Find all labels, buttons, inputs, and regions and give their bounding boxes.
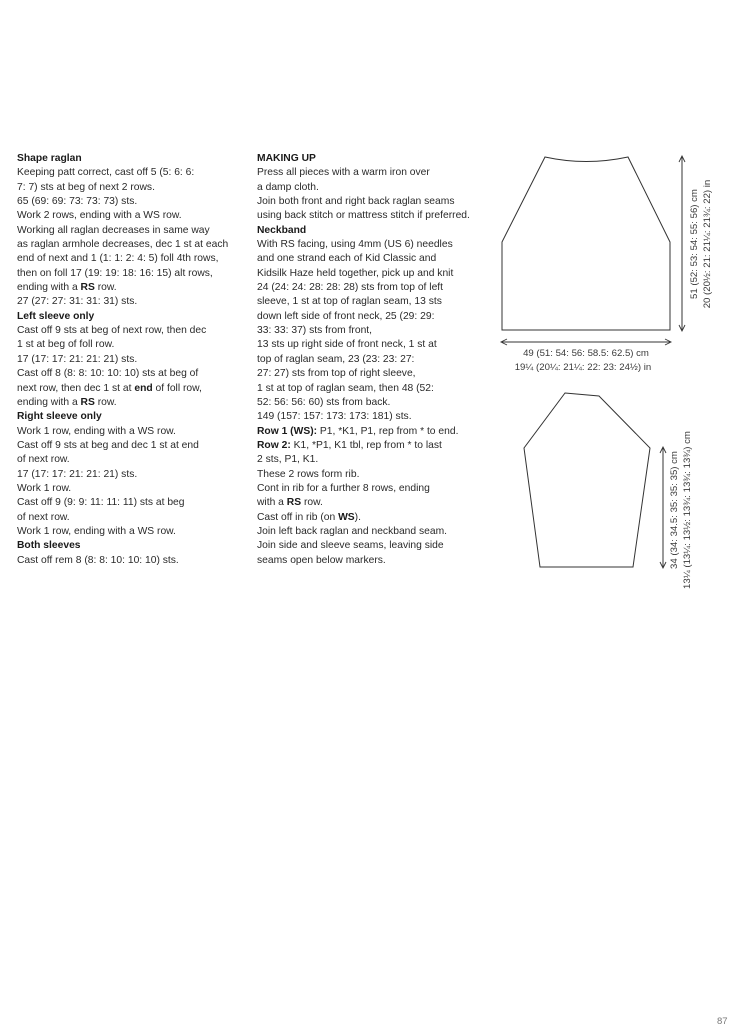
instruction-line: end of next and 1 (1: 1: 2: 4: 5) foll 4th rows, — [17, 253, 219, 265]
instruction-line: Join left back raglan and neckband seam. — [257, 525, 448, 537]
sleeve-outline — [524, 393, 650, 567]
instruction-line: with a RS row. — [257, 497, 323, 509]
section-heading: Shape raglan — [17, 153, 82, 164]
instruction-line: a damp cloth. — [257, 181, 319, 193]
instruction-line: Work 1 row. — [17, 482, 72, 494]
instruction-line: Work 1 row, ending with a WS row. — [17, 425, 176, 437]
instruction-line: Work 1 row, ending with a WS row. — [17, 525, 176, 537]
instruction-line: ending with a RS row. — [17, 282, 117, 294]
sleeve-schematic — [524, 393, 666, 568]
instruction-line: as raglan armhole decreases, dec 1 st at each — [17, 239, 229, 251]
instruction-line: 24 (24: 24: 28: 28: 28) sts from top of left — [257, 282, 444, 294]
instruction-line: 13 sts up right side of front neck, 1 st at — [257, 339, 437, 351]
instruction-line: 7: 7) sts at beg of next 2 rows. — [17, 181, 155, 193]
instruction-line: Press all pieces with a warm iron over — [257, 167, 430, 179]
instruction-line: 65 (69: 69: 73: 73: 73) sts. — [17, 196, 138, 208]
body-length-in-label: 20 (20½: 21: 21¼: 21¾: 22) in — [702, 179, 713, 309]
instruction-line: 52: 56: 56: 60) sts from back. — [257, 396, 391, 408]
instruction-line: 27: 27) sts from top of right sleeve, — [257, 368, 416, 380]
sleeve-length-in-label: 13¼ (13¼: 13½: 13¾: 13¾: 13¾) cm — [682, 431, 693, 589]
instruction-line: top of raglan seam, 23 (23: 23: 27: — [257, 353, 415, 365]
instruction-line: Cast off 9 (9: 9: 11: 11: 11) sts at beg — [17, 497, 185, 509]
instruction-line: Cast off in rib (on WS). — [257, 511, 361, 523]
instruction-line: 1 st at beg of foll row. — [17, 339, 115, 351]
instruction-line: Cont in rib for a further 8 rows, ending — [257, 482, 430, 494]
instruction-line: Working all raglan decreases in same way — [17, 224, 210, 236]
instruction-line: down left side of front neck, 25 (29: 29: — [257, 310, 435, 322]
instruction-line: seams open below markers. — [257, 554, 386, 566]
instruction-line: Cast off 9 sts at beg and dec 1 st at end — [17, 439, 199, 451]
sleeve-length-cm-label: 34 (34: 34.5: 35: 35: 35) cm — [669, 451, 680, 569]
page-number: 87 — [717, 1016, 728, 1027]
instruction-line: of next row. — [17, 511, 70, 523]
instruction-line: next row, then dec 1 st at end of foll row, — [17, 382, 202, 394]
instruction-line: sleeve, 1 st at top of raglan seam, 13 sts — [257, 296, 442, 308]
instruction-line: These 2 rows form rib. — [257, 468, 360, 480]
instruction-line: Cast off 9 sts at beg of next row, then dec — [17, 325, 207, 337]
instruction-line: 17 (17: 17: 21: 21: 21) sts. — [17, 468, 138, 480]
instruction-line: Kidsilk Haze held together, pick up and knit — [257, 267, 454, 279]
instruction-line: 1 st at top of raglan seam, then 48 (52: — [257, 382, 434, 394]
section-heading: Neckband — [257, 224, 307, 236]
section-heading: Right sleeve only — [17, 411, 102, 423]
instruction-line: Cast off rem 8 (8: 8: 10: 10: 10) sts. — [17, 554, 179, 566]
body-width-cm-label: 49 (51: 54: 56: 58.5: 62.5) cm — [523, 348, 649, 359]
instruction-line: 149 (157: 157: 173: 173: 181) sts. — [257, 411, 412, 423]
instruction-line: Join both front and right back raglan seams — [257, 196, 455, 208]
instruction-line: 17 (17: 17: 21: 21: 21) sts. — [17, 353, 138, 365]
instruction-line: Work 2 rows, ending with a WS row. — [17, 210, 182, 222]
instruction-line: Row 2: K1, *P1, K1 tbl, rep from * to last — [257, 439, 442, 451]
section-heading: Both sleeves — [17, 540, 81, 552]
instruction-line: Cast off 8 (8: 8: 10: 10: 10) sts at beg of — [17, 368, 199, 380]
instruction-line: Join side and sleeve seams, leaving side — [257, 540, 444, 552]
section-heading: Left sleeve only — [17, 310, 95, 322]
instruction-line: 2 sts, P1, K1. — [257, 454, 319, 466]
body-length-cm-label: 51 (52: 53: 54: 55: 56) cm — [689, 189, 700, 299]
section-heading: MAKING UP — [257, 153, 316, 164]
instruction-line: and one strand each of Kid Classic and — [257, 253, 437, 265]
instruction-line: then on foll 17 (19: 19: 18: 16: 15) alt rows, — [17, 267, 213, 279]
instruction-line: Row 1 (WS): P1, *K1, P1, rep from * to end. — [257, 425, 459, 437]
instruction-line: ending with a RS row. — [17, 396, 117, 408]
body-outline — [502, 157, 670, 330]
instruction-line: of next row. — [17, 454, 70, 466]
instruction-line: Keeping patt correct, cast off 5 (5: 6: 6: — [17, 167, 195, 179]
body-schematic — [501, 156, 685, 345]
instruction-line: With RS facing, using 4mm (US 6) needles — [257, 239, 453, 251]
instruction-line: 33: 33: 37) sts from front, — [257, 325, 373, 337]
instruction-line: 27 (27: 27: 31: 31: 31) sts. — [17, 296, 138, 308]
body-width-in-label: 19¼ (20¼: 21¼: 22: 23: 24½) in — [514, 362, 652, 373]
instruction-line: using back stitch or mattress stitch if preferred. — [257, 210, 470, 222]
